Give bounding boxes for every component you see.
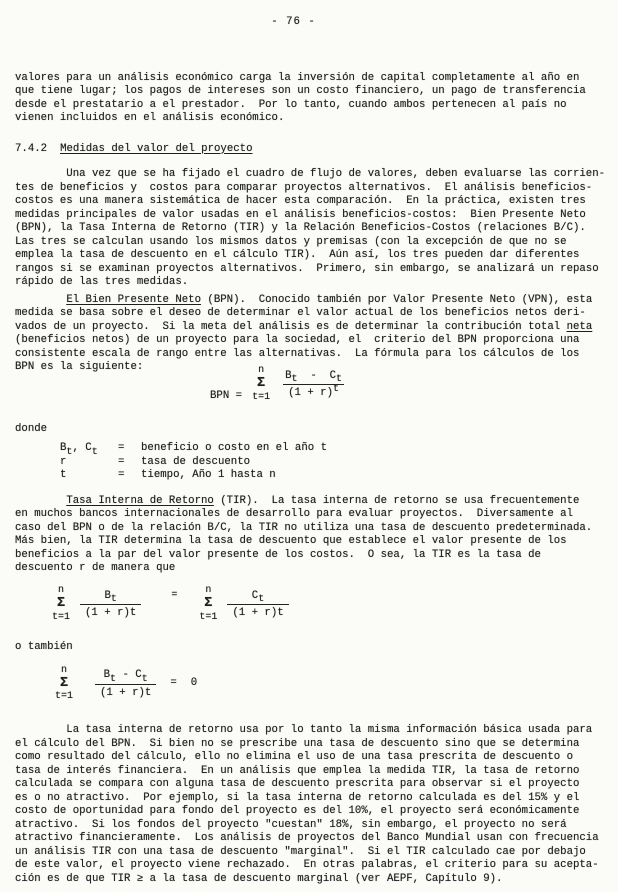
paragraph-tir bbox=[15, 495, 606, 576]
underlined-text: neta bbox=[566, 320, 593, 333]
text-line: costos es una manera sistemática de hacer esta comparación. En la práctica, existen tres bbox=[15, 195, 586, 207]
subscript-text: t bbox=[110, 673, 117, 685]
text-line: tasa de interés financiera. En un análisis que emplea la medida TIR, la tasa de retorno bbox=[15, 764, 580, 777]
text-line: consistente escala de rango entre las alternativas. La fórmula para los cálculos de los bbox=[15, 347, 580, 360]
summation-lower-bound: t=1 bbox=[199, 611, 218, 623]
text-line: Las tres se calculan usando los mismos datos y premisas (con la excepción de que no se bbox=[15, 235, 567, 248]
text-line: beneficios a la par del valor presente de los costos. O sea, la TIR es la tasa de bbox=[15, 548, 541, 561]
text-line: calculada se compara con alguna tasa de descuento prescrita para observar si el proyecto bbox=[15, 778, 580, 790]
paragraph-overview bbox=[15, 168, 606, 290]
definition-description: tasa de descuento bbox=[141, 455, 251, 468]
sigma-glyph: Σ bbox=[204, 596, 213, 612]
text-line: valores para un análisis económico carga la inversión de capital completamente al año en bbox=[15, 71, 580, 84]
subscript-text: t bbox=[91, 446, 98, 458]
fraction-numerator: Bt - Ct bbox=[285, 369, 343, 385]
equals-sign: = bbox=[118, 442, 125, 454]
fraction-numerator: Ct bbox=[251, 589, 265, 606]
text-line: BPN es la siguiente: bbox=[15, 361, 144, 373]
fraction bbox=[95, 669, 156, 699]
section-heading bbox=[15, 143, 606, 157]
definition-row bbox=[15, 442, 606, 456]
definition-row bbox=[15, 469, 606, 483]
definition-row bbox=[15, 456, 606, 470]
text-line: vienen incluidos en el análisis económico. bbox=[15, 112, 285, 124]
summation-upper-bound: n bbox=[205, 585, 212, 597]
fraction-numerator: Bt bbox=[104, 589, 117, 606]
text-line: caso del BPN o de la relación B/C, la TIR no utiliza una tasa de descuento predeterminada. bbox=[15, 521, 593, 534]
subscript-text: t bbox=[258, 594, 265, 606]
sigma-glyph: Σ bbox=[59, 675, 69, 691]
fraction bbox=[280, 370, 347, 400]
fraction-denominator: (1 + r)t bbox=[227, 604, 288, 619]
text-line: emplea la tasa de descuento en el cálculo TIR). Aún así, los tres pueden dar diferentes bbox=[15, 249, 580, 261]
sigma-glyph: Σ bbox=[257, 376, 266, 392]
text-line: es o no atractivo. Por ejemplo, si la tasa interna de retorno calculada es del 15% y el bbox=[15, 791, 580, 804]
text-line: atractivo. Si los fondos del proyecto "cuestan" 18%, sin embargo, el proyecto no será bbox=[15, 818, 567, 831]
summation-lower-bound: t=1 bbox=[252, 391, 271, 403]
page-number: - 76 - bbox=[271, 16, 316, 28]
text-line: (beneficios netos) de un proyecto para la sociedad, el criterio del BPN proporciona una bbox=[15, 334, 580, 346]
bpn-formula-lhs: BPN = bbox=[210, 390, 243, 402]
text-line: atractivo financieramente. Los análisis de proyectos del Banco Mundial usan con frecuencia bbox=[15, 832, 599, 844]
summation-symbol bbox=[252, 366, 270, 403]
definition-term: r bbox=[60, 455, 67, 468]
text-line: medida se basa sobre el deseo de determinar el valor actual de los beneficios netos deri- bbox=[15, 307, 586, 319]
section-number: 7.4.2 bbox=[15, 142, 48, 155]
fraction-denominator: (1 + r)t bbox=[95, 684, 156, 699]
text-line: medidas principales de valor usadas en el análisis beneficios-costos: Bien Presente Neto bbox=[15, 208, 586, 221]
paragraph-tir-discussion bbox=[15, 724, 606, 886]
fraction-denominator: (1 + r)t bbox=[283, 384, 344, 400]
text-line: rápido de las tres medidas. bbox=[15, 276, 189, 288]
underlined-text: El Bien Presente Neto bbox=[66, 293, 201, 306]
summation-upper-bound: n bbox=[258, 365, 265, 377]
text-line: Tasa Interna de Retorno (TIR). La tasa interna de retorno se usa frecuentemente bbox=[66, 494, 580, 507]
bpn-formula bbox=[210, 363, 606, 407]
summation-symbol bbox=[52, 586, 70, 623]
definition-term: t bbox=[60, 469, 67, 481]
text-line: en muchos bancos internacionales de desarrollo para evaluar proyectos. Diversamente al bbox=[15, 508, 573, 520]
text-line: ción es de que TIR ≥ a la tasa de descuento marginal (ver AEPF, Capítulo 9). bbox=[15, 872, 503, 885]
text-line: Más bien, la TIR determina la tasa de descuento que establece el valor presente de los bbox=[15, 535, 567, 547]
text-line: descuento r de manera que bbox=[15, 562, 176, 574]
underlined-text: Tasa Interna de Retorno bbox=[66, 494, 214, 507]
summation-upper-bound: n bbox=[58, 585, 65, 597]
tir-balance-formula bbox=[52, 585, 606, 625]
o-tambien-label: o también bbox=[15, 640, 73, 653]
definition-description: beneficio o costo en el año t bbox=[141, 442, 327, 454]
subscript-text: t bbox=[66, 446, 73, 458]
text-line: el cálculo del BPN. Si bien no se prescribe una tasa de descuento sino que se determina bbox=[15, 737, 580, 750]
definition-description: tiempo, Año 1 hasta n bbox=[141, 469, 276, 481]
equals-sign: = bbox=[170, 677, 177, 690]
text-line: que tiene lugar; los pagos de intereses son un costo financiero, un pago de transferencia bbox=[15, 85, 586, 97]
text-line: (BPN), la Tasa Interna de Retorno (TIR) y la Relación Beneficios-Costos (relaciones B/C). bbox=[15, 222, 586, 234]
text-line: tes de beneficios y costos para comparar proyectos alternativos. El análisis beneficios- bbox=[15, 181, 593, 194]
fraction-numerator: Bt - Ct bbox=[103, 669, 148, 685]
summation-lower-bound: t=1 bbox=[55, 691, 74, 703]
summation-symbol bbox=[55, 666, 73, 703]
text-line: rangos si se examinan proyectos alternativos. Primero, sin embargo, se analizará un repaso bbox=[15, 262, 599, 275]
subscript-text: t bbox=[141, 673, 148, 685]
subscript-text: t bbox=[291, 374, 298, 385]
variable-definitions bbox=[15, 442, 606, 483]
fraction bbox=[227, 590, 288, 620]
subscript-text: t bbox=[110, 594, 117, 606]
fraction bbox=[80, 590, 141, 620]
summation-symbol bbox=[199, 586, 217, 623]
paragraph-intro bbox=[15, 72, 606, 126]
equals-sign: = bbox=[171, 589, 178, 601]
text-line: El Bien Presente Neto (BPN). Conocido también por Valor Presente Neto (VPN), esta bbox=[66, 293, 593, 306]
text-line: costo de oportunidad para fondo del proyecto es del 10%, el proyecto será económicamente bbox=[15, 805, 580, 817]
zero-value: 0 bbox=[190, 677, 198, 690]
section-title: Medidas del valor del proyecto bbox=[60, 142, 253, 155]
supscript-text: t bbox=[333, 384, 340, 395]
summation-upper-bound: n bbox=[61, 664, 68, 676]
text-line: desde el prestatario a el prestador. Por lo tanto, cuando ambos pertenecen al país no bbox=[15, 98, 567, 111]
text-line: La tasa interna de retorno usa por lo tanto la misma información básica usada para bbox=[15, 724, 593, 736]
definition-term: Bt, Ct bbox=[60, 442, 98, 458]
summation-lower-bound: t=1 bbox=[52, 611, 71, 623]
text-line: como resultado del cálculo, ello no elimina el uso de una tasa prescrita de descuento o bbox=[15, 751, 573, 763]
donde-label: donde bbox=[15, 422, 48, 435]
text-line: vados de un proyecto. Si la meta del análisis es de determinar la contribución total neta bbox=[15, 320, 593, 333]
fraction-denominator: (1 + r)t bbox=[80, 604, 141, 619]
text-line: Una vez que se ha fijado el cuadro de flujo de valores, deben evaluarse las corrien- bbox=[15, 168, 606, 180]
sigma-glyph: Σ bbox=[56, 596, 66, 612]
subscript-text: t bbox=[336, 374, 343, 385]
equals-sign: = bbox=[118, 455, 125, 468]
text-line: un análisis TIR con una tasa de descuento "marginal". Si el TIR calculado cae por debajo bbox=[15, 845, 586, 858]
equals-sign: = bbox=[118, 469, 125, 481]
tir-zero-formula bbox=[55, 662, 606, 706]
text-line: de este valor, el proyecto viene rechazado. En otras palabras, el criterio para su acepta- bbox=[15, 859, 599, 871]
